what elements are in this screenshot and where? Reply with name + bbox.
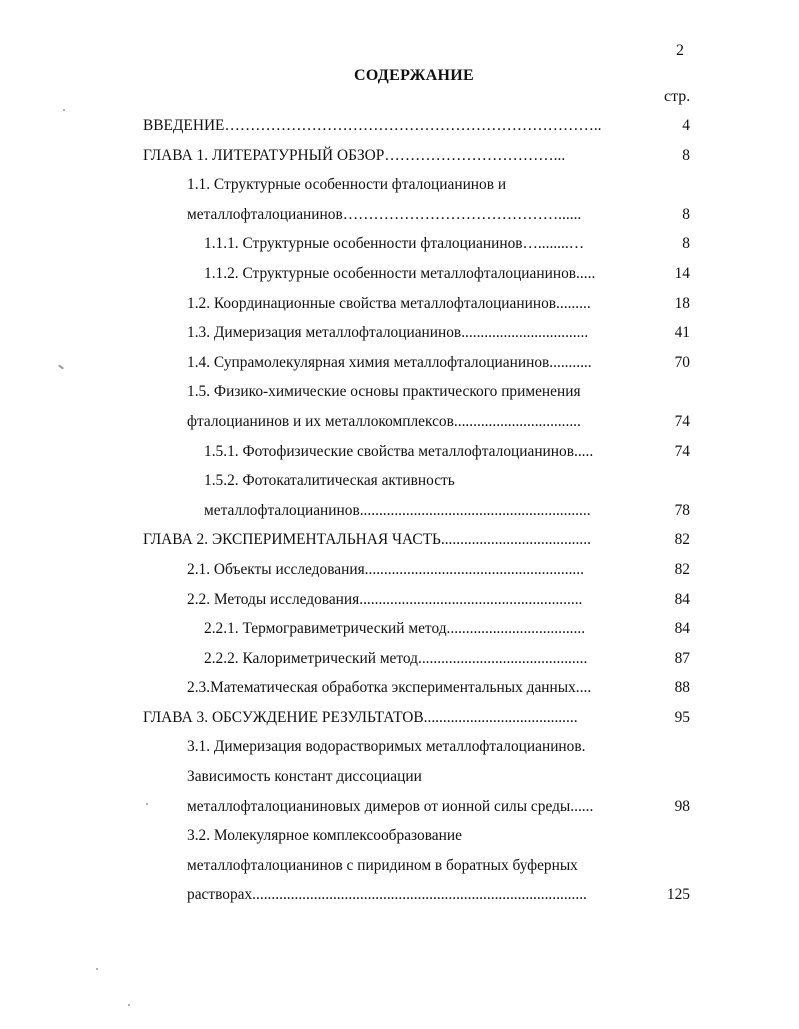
- toc-entry-3-1-cont[interactable]: [0, 762, 799, 792]
- toc-entry-chapter-2[interactable]: [0, 525, 799, 555]
- toc-entry-title: растворах.......................................................................................: [187, 886, 587, 904]
- toc-entry-title: 2.1. Объекты исследования.........................................................: [187, 560, 584, 578]
- toc-entry-page: 8: [682, 146, 690, 164]
- toc-entry-introduction[interactable]: [0, 111, 799, 141]
- toc-entry-page: 74: [674, 442, 690, 460]
- scan-speck: [146, 803, 148, 805]
- toc-entry-1-3[interactable]: [0, 318, 799, 348]
- toc-entry-page: 18: [674, 294, 690, 312]
- toc-entry-chapter-1[interactable]: [0, 141, 799, 171]
- toc-entry-title: 1.1.2. Структурные особенности металлофталоцианинов.....: [204, 264, 596, 282]
- toc-entry-page: 88: [674, 679, 690, 697]
- toc-entry-1-5-2-cont[interactable]: [0, 496, 799, 526]
- toc-entry-3-2-cont-2[interactable]: [0, 880, 799, 910]
- toc-entry-page: 8: [682, 235, 690, 253]
- toc-entry-page: 14: [674, 264, 690, 282]
- toc-entry-title: 2.2. Методы исследования..........................................................: [187, 590, 583, 608]
- toc-entry-page: 95: [674, 708, 690, 726]
- toc-entry-page: 8: [682, 205, 690, 223]
- toc-entry-1-5-2[interactable]: [0, 466, 799, 496]
- toc-entry-title: 2.2.2. Калориметрический метод............................................: [204, 649, 588, 667]
- toc-entry-3-2[interactable]: [0, 821, 799, 851]
- toc-entry-page: 41: [674, 324, 690, 342]
- toc-entry-page: 82: [674, 560, 690, 578]
- toc-entry-2-2[interactable]: [0, 585, 799, 615]
- toc-entry-title: фталоцианинов и их металлокомплексов.................................: [187, 412, 581, 430]
- toc-entry-title: 3.1. Димеризация водорастворимых металлофталоцианинов.: [187, 738, 586, 756]
- toc-entry-page: 4: [682, 117, 690, 134]
- toc-entry-page: 84: [674, 620, 690, 638]
- toc-entry-1-1-cont[interactable]: [0, 200, 799, 230]
- page-number: 2: [676, 42, 684, 59]
- scan-speck: [128, 1004, 130, 1006]
- toc-entry-title: 1.4. Супрамолекулярная химия металлофталоцианинов...........: [187, 353, 592, 371]
- toc-entry-title: 3.2. Молекулярное комплексообразование: [187, 827, 462, 845]
- scan-speck: [96, 968, 98, 970]
- toc-entry-3-1[interactable]: [0, 732, 799, 762]
- toc-entry-1-5-cont[interactable]: [0, 407, 799, 437]
- toc-entry-1-1[interactable]: [0, 170, 799, 200]
- toc-entry-page: 74: [674, 412, 690, 430]
- toc-entry-title: металлофталоцианинов............................................................: [204, 501, 591, 519]
- toc-entry-title: ГЛАВА 3. ОБСУЖДЕНИЕ РЕЗУЛЬТАТОВ........................................: [143, 708, 578, 726]
- toc-entry-title: 1.5.1. Фотофизические свойства металлофталоцианинов.....: [204, 442, 594, 460]
- toc-entry-title: ВВЕДЕНИЕ………………………………………………………………..: [143, 117, 602, 134]
- toc-entry-page: 125: [666, 886, 690, 904]
- toc-entry-1-5[interactable]: [0, 377, 799, 407]
- toc-entry-title: металлофталоцианиновых димеров от ионной силы среды......: [187, 797, 594, 815]
- toc-entry-title: 1.5. Физико-химические основы практического применения: [187, 383, 581, 401]
- toc-entry-2-2-1[interactable]: [0, 614, 799, 644]
- page-title: СОДЕРЖАНИЕ: [353, 67, 475, 84]
- toc-entry-title: ГЛАВА 2. ЭКСПЕРИМЕНТАЛЬНАЯ ЧАСТЬ.......................................: [143, 531, 591, 549]
- toc-entry-2-2-2[interactable]: [0, 644, 799, 674]
- toc-entry-1-1-1[interactable]: [0, 229, 799, 259]
- toc-entry-page: 98: [674, 797, 690, 815]
- toc-entry-chapter-3[interactable]: [0, 703, 799, 733]
- toc-entry-page: 70: [674, 353, 690, 371]
- toc-entry-page: 84: [674, 590, 690, 608]
- toc-entry-page: 78: [674, 501, 690, 519]
- toc-entry-page: 87: [674, 649, 690, 667]
- toc-entry-3-2-cont[interactable]: [0, 851, 799, 881]
- toc-entry-title: 1.3. Димеризация металлофталоцианинов.................................: [187, 324, 589, 342]
- scan-speck: [63, 109, 65, 111]
- toc-entry-title: 1.1. Структурные особенности фталоцианинов и: [187, 176, 507, 194]
- table-of-contents: [0, 111, 799, 910]
- toc-entry-1-4[interactable]: [0, 348, 799, 378]
- toc-entry-2-1[interactable]: [0, 555, 799, 585]
- toc-entry-title: 1.1.1. Структурные особенности фталоцианинов…........…: [204, 235, 585, 253]
- toc-entry-page: 82: [674, 531, 690, 549]
- pages-column-header: стр.: [664, 88, 691, 105]
- toc-entry-title: металлофталоцианинов……………………………………......: [187, 205, 582, 223]
- toc-entry-title: Зависимость констант диссоциации: [187, 768, 422, 786]
- toc-entry-1-1-2[interactable]: [0, 259, 799, 289]
- toc-entry-1-5-1[interactable]: [0, 437, 799, 467]
- toc-entry-1-2[interactable]: [0, 289, 799, 319]
- toc-entry-2-3[interactable]: [0, 673, 799, 703]
- toc-entry-title: 2.3.Математическая обработка экспериментальных данных....: [187, 679, 592, 697]
- toc-entry-title: 1.5.2. Фотокаталитическая активность: [204, 472, 455, 490]
- toc-entry-title: ГЛАВА 1. ЛИТЕРАТУРНЫЙ ОБЗОР……………………………...: [143, 146, 566, 164]
- toc-entry-title: 1.2. Координационные свойства металлофталоцианинов.........: [187, 294, 591, 312]
- toc-entry-title: 2.2.1. Термогравиметрический метод....................................: [204, 620, 586, 638]
- toc-entry-title: металлофталоцианинов с пиридином в боратных буферных: [187, 856, 578, 874]
- toc-entry-3-1-cont-2[interactable]: [0, 792, 799, 822]
